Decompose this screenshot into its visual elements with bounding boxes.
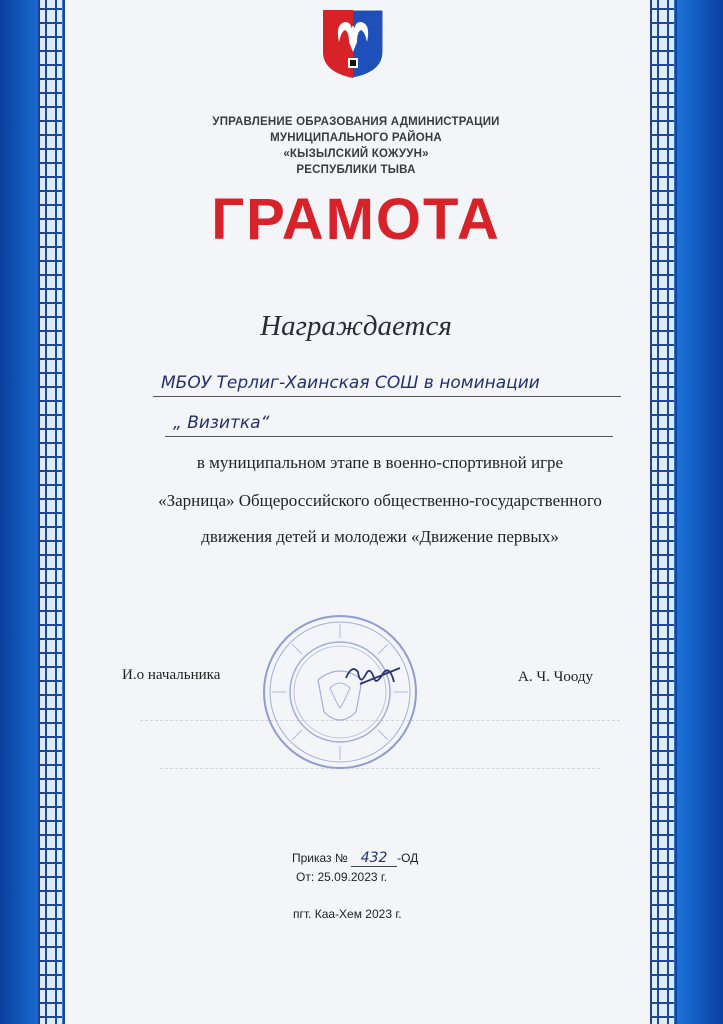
left-greek-key-border xyxy=(40,0,62,1024)
order-number xyxy=(292,850,418,867)
left-border-line-inner xyxy=(63,0,65,1024)
coat-of-arms-icon xyxy=(321,8,385,80)
right-border-line-inner xyxy=(650,0,652,1024)
org-line-1: УПРАВЛЕНИЕ ОБРАЗОВАНИЯ АДМИНИСТРАЦИИ xyxy=(212,116,500,128)
right-border-line-outer xyxy=(675,0,677,1024)
body-line-3: движения детей и молодежи «Движение первых» xyxy=(201,527,559,546)
place-and-year: пгт. Каа-Хем 2023 г. xyxy=(293,907,402,921)
certificate-title: ГРАМОТА xyxy=(211,187,501,252)
org-line-4: РЕСПУБЛИКИ ТЫВА xyxy=(296,164,416,176)
right-greek-key-border xyxy=(652,0,674,1024)
handwritten-signature-icon xyxy=(346,668,400,684)
order-date: От: 25.09.2023 г. xyxy=(296,870,388,884)
body-line-1: в муниципальном этапе в военно-спортивной игре xyxy=(196,453,564,472)
order-number-value: 432 xyxy=(351,850,397,867)
recipient-line-2: „ Визитка“ xyxy=(165,410,613,437)
awarded-label: Награждается xyxy=(260,310,452,342)
order-prefix: Приказ № xyxy=(292,851,348,865)
signatory-position: И.о начальника xyxy=(122,667,221,683)
signatory-name: А. Ч. Чооду xyxy=(518,669,594,685)
org-line-3: «КЫЗЫЛСКИЙ КОЖУУН» xyxy=(283,148,429,160)
recipient-line-1: МБОУ Терлиг-Хаинская СОШ в номинации xyxy=(153,370,621,397)
org-line-2: МУНИЦИПАЛЬНОГО РАЙОНА xyxy=(270,132,442,144)
order-suffix: -ОД xyxy=(397,851,419,865)
issuing-organization xyxy=(150,114,562,178)
left-border-line-outer xyxy=(38,0,40,1024)
official-round-seal-icon xyxy=(260,612,420,772)
body-line-2: «Зарница» Общероссийского общественно-государственного xyxy=(158,491,602,510)
